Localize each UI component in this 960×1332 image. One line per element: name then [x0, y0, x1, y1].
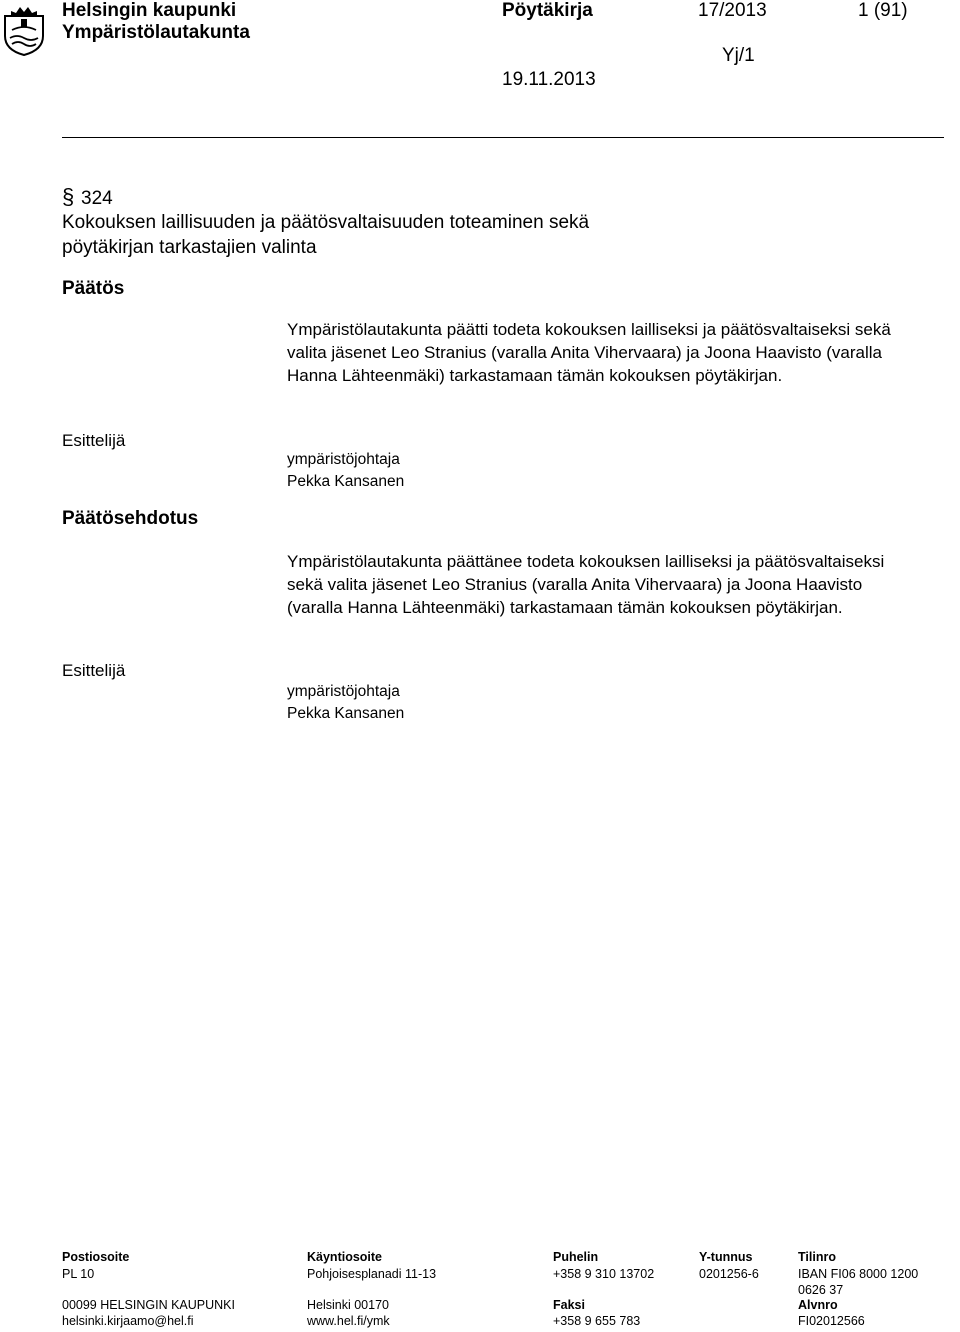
proposal-heading: Päätösehdotus [62, 508, 199, 529]
section-title-line2: pöytäkirjan tarkastajien valinta [62, 237, 317, 258]
section-number: 324 [81, 188, 113, 209]
section-sign-icon [62, 186, 76, 208]
decision-heading: Päätös [62, 278, 125, 299]
item-reference: Yj/1 [722, 45, 755, 66]
board-name: Ympäristölautakunta [62, 22, 250, 43]
footer-account-label: Tilinro [798, 1250, 836, 1264]
footer-visit-label: Käyntiosoite [307, 1250, 383, 1264]
footer-fax: +358 9 655 783 [553, 1314, 641, 1328]
decision-presenter-label: Esittelijä [62, 431, 126, 450]
footer-alvnro-label: Alvnro [798, 1298, 838, 1312]
document-type: Pöytäkirja [502, 0, 593, 21]
proposal-presenter-title: ympäristöjohtaja [287, 683, 400, 700]
footer-postal-1: PL 10 [62, 1267, 95, 1281]
meeting-date: 19.11.2013 [502, 69, 596, 90]
footer-alvnro: FI02012566 [798, 1314, 865, 1328]
footer-email: helsinki.kirjaamo@hel.fi [62, 1314, 194, 1328]
svg-text:§: § [62, 186, 75, 208]
footer-visit-1: Pohjoisesplanadi 11-13 [307, 1267, 437, 1281]
proposal-text: Ympäristölautakunta päättänee todeta kokouksen lailliseksi ja päätösvaltaiseksi sekä valita jäsenet Leo Stranius (varalla Anita Vihervaara) ja Joona Haavisto (varalla Hanna Lähteenmäki) tarkastamaan tämän kokouksen pöytäkirjan. [287, 552, 885, 617]
footer-account-2: 0626 37 [798, 1283, 844, 1297]
footer-account-1: IBAN FI06 8000 1200 [798, 1267, 919, 1281]
header-divider [62, 137, 944, 138]
decision-presenter-name: Pekka Kansanen [287, 473, 405, 490]
page-indicator: 1 (91) [858, 0, 908, 21]
footer-phone: +358 9 310 13702 [553, 1267, 655, 1281]
footer-visit-2: Helsinki 00170 [307, 1298, 389, 1312]
city-name: Helsingin kaupunki [62, 0, 237, 21]
footer-ytunnus: 0201256-6 [699, 1267, 759, 1281]
section-title-line1: Kokouksen laillisuuden ja päätösvaltaisuuden toteaminen sekä [62, 212, 590, 233]
footer-website: www.hel.fi/ymk [307, 1314, 390, 1328]
proposal-presenter-label: Esittelijä [62, 661, 126, 680]
footer-postal-label: Postiosoite [62, 1250, 130, 1264]
footer-fax-label: Faksi [553, 1298, 585, 1312]
document-number: 17/2013 [698, 0, 767, 21]
footer-ytunnus-label: Y-tunnus [699, 1250, 753, 1264]
helsinki-crest-icon [2, 2, 46, 56]
footer-phone-label: Puhelin [553, 1250, 599, 1264]
decision-presenter-title: ympäristöjohtaja [287, 451, 400, 468]
decision-text: Ympäristölautakunta päätti todeta kokouksen lailliseksi ja päätösvaltaiseksi sekä valita jäsenet Leo Stranius (varalla Anita Vihervaara) ja Joona Haavisto (varalla Hanna Lähteenmäki) tarkastamaan tämän kokouksen pöytäkirjan. [287, 320, 891, 385]
footer-postal-2: 00099 HELSINGIN KAUPUNKI [62, 1298, 235, 1312]
proposal-presenter-name: Pekka Kansanen [287, 705, 405, 722]
